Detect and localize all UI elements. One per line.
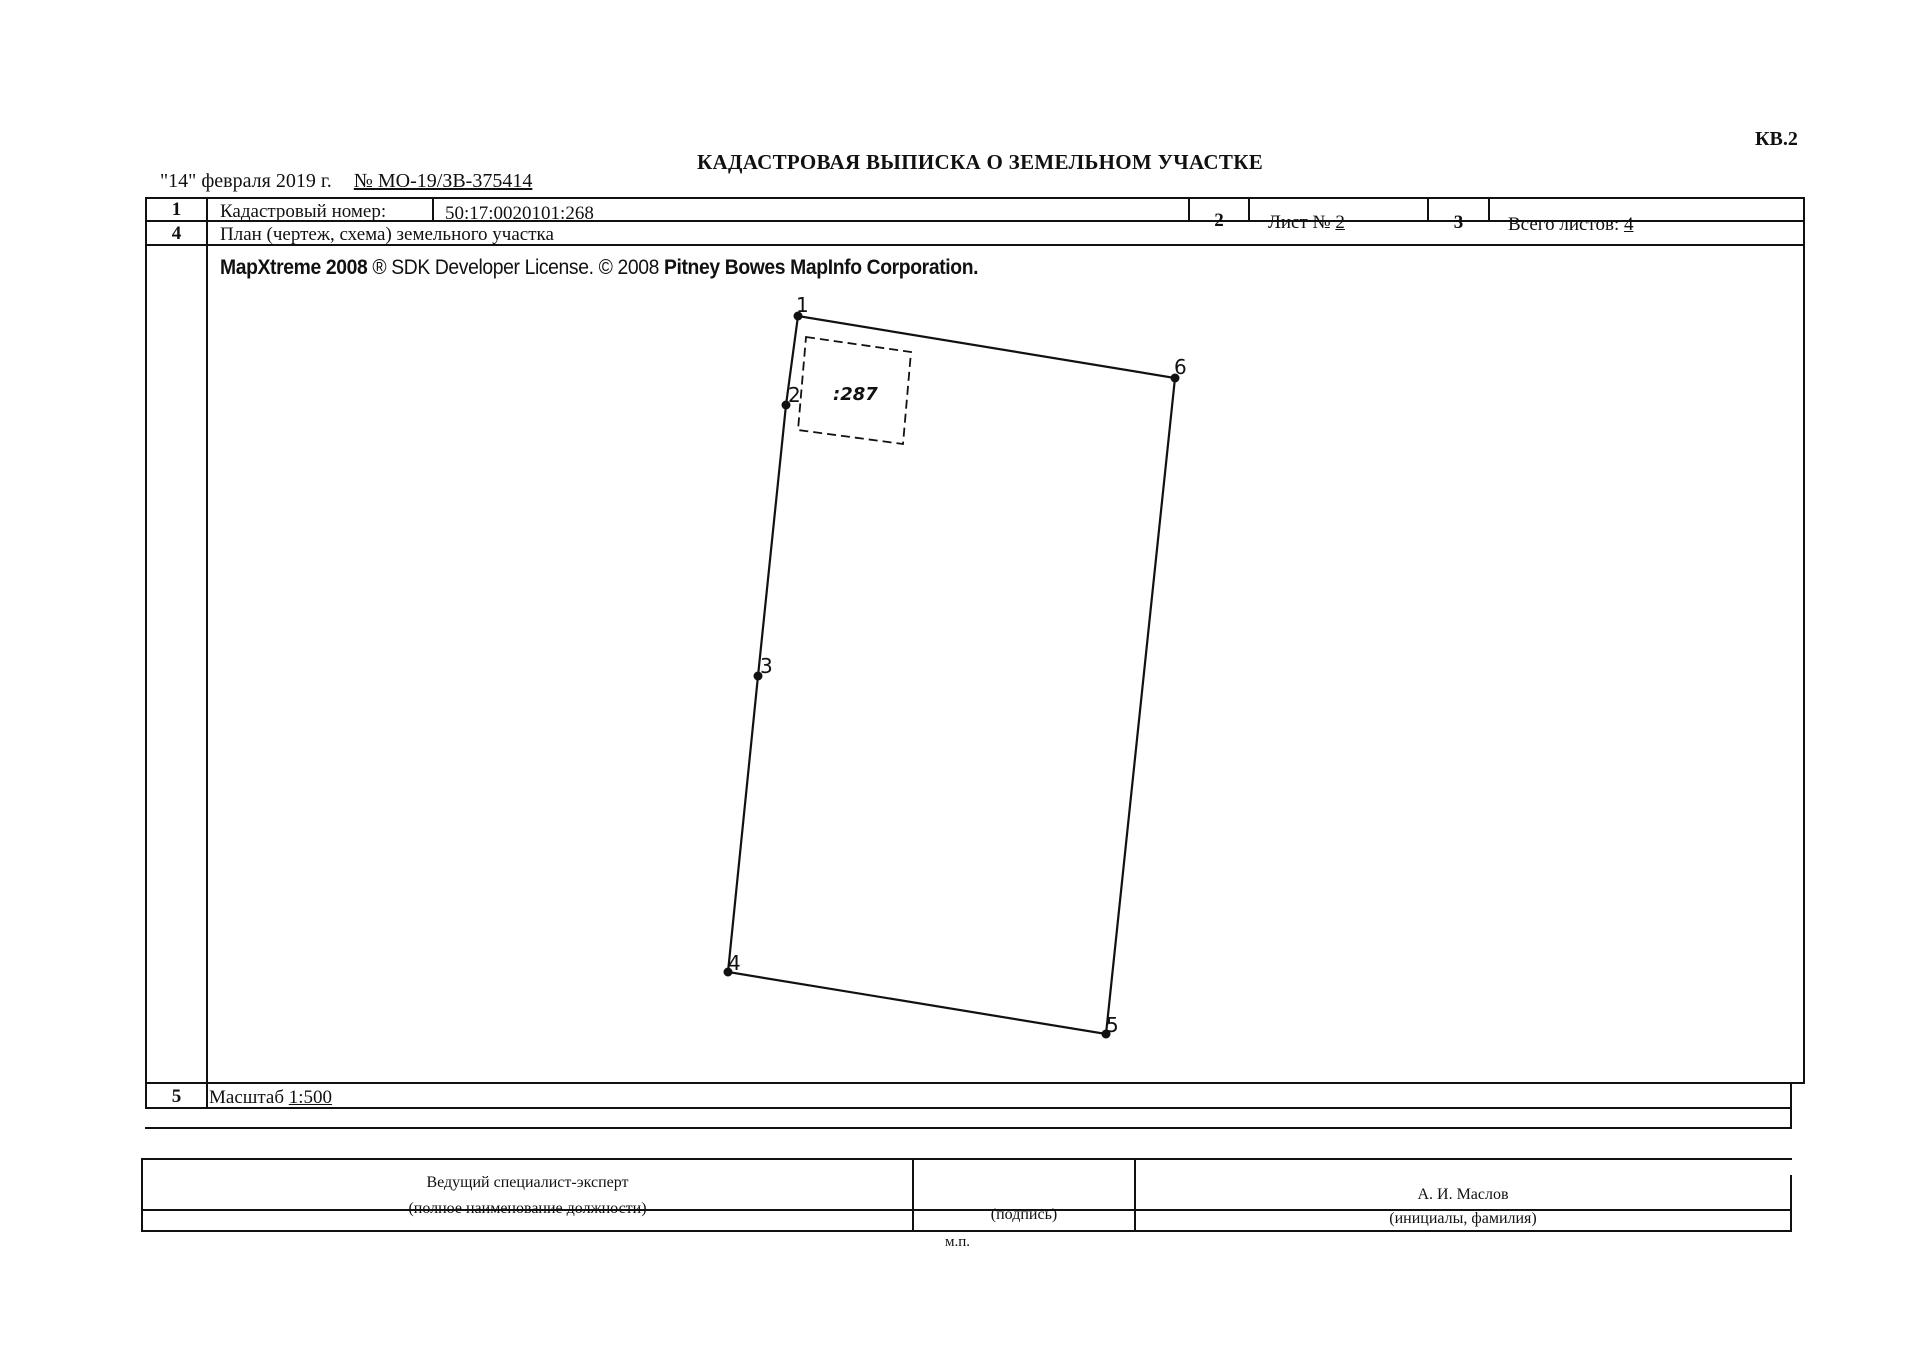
cadastral-number-value: 50:17:0020101:268 xyxy=(445,203,594,224)
adjacent-parcel-label: :287 xyxy=(833,384,878,405)
sheet-value: 2 xyxy=(1335,212,1345,233)
map-company: Pitney Bowes MapInfo Corporation. xyxy=(663,256,979,279)
position-caption: (полное наименование должности) xyxy=(408,1200,647,1217)
point-label-5: 5 xyxy=(1106,1013,1119,1037)
signer-name: А. И. Маслов xyxy=(1417,1186,1509,1203)
map-license-text: ® SDK Developer License. © 2008 xyxy=(367,256,664,279)
point-label-4: 4 xyxy=(728,951,741,975)
row1-number: 1 xyxy=(171,199,182,220)
parcel-boundary xyxy=(728,316,1175,1034)
signature-top-border xyxy=(141,1158,1792,1160)
total-sheets-value: 4 xyxy=(1623,214,1634,235)
plan-label: План (чертеж, схема) земельного участка xyxy=(220,224,554,245)
document-title: КАДАСТРОВАЯ ВЫПИСКА О ЗЕМЕЛЬНОМ УЧАСТКЕ xyxy=(696,150,1264,174)
point-label-2: 2 xyxy=(788,383,801,407)
signature-left-border xyxy=(141,1158,143,1232)
signature-right-border xyxy=(1790,1175,1792,1232)
row4-number: 4 xyxy=(171,223,182,244)
total-sheets-label: Всего листов: xyxy=(1508,214,1620,235)
total-column-number: 3 xyxy=(1453,212,1464,233)
sheet-label: Лист № xyxy=(1268,212,1331,233)
sheet-column-number: 2 xyxy=(1214,210,1224,231)
position-title: Ведущий специалист-эксперт xyxy=(426,1174,629,1191)
scale-label: Масштаб xyxy=(209,1087,285,1108)
scale-value: 1:500 xyxy=(288,1087,333,1108)
signature-bottom-border xyxy=(141,1230,1792,1232)
form-code: КВ.2 xyxy=(1755,128,1798,150)
signature-caption: (подпись) xyxy=(990,1206,1058,1223)
row5-number: 5 xyxy=(171,1086,182,1107)
point-label-6: 6 xyxy=(1174,355,1187,379)
stamp-place: м.п. xyxy=(945,1234,971,1250)
name-caption: (инициалы, фамилия) xyxy=(1389,1210,1537,1227)
map-product: MapXtreme 2008 xyxy=(220,256,368,279)
point-label-1: 1 xyxy=(796,293,809,317)
document-number: № МО-19/ЗВ-375414 xyxy=(353,170,533,192)
point-label-3: 3 xyxy=(760,654,773,678)
issue-date: "14" февраля 2019 г. xyxy=(160,170,332,192)
cadastral-number-label: Кадастровый номер: xyxy=(220,201,387,222)
